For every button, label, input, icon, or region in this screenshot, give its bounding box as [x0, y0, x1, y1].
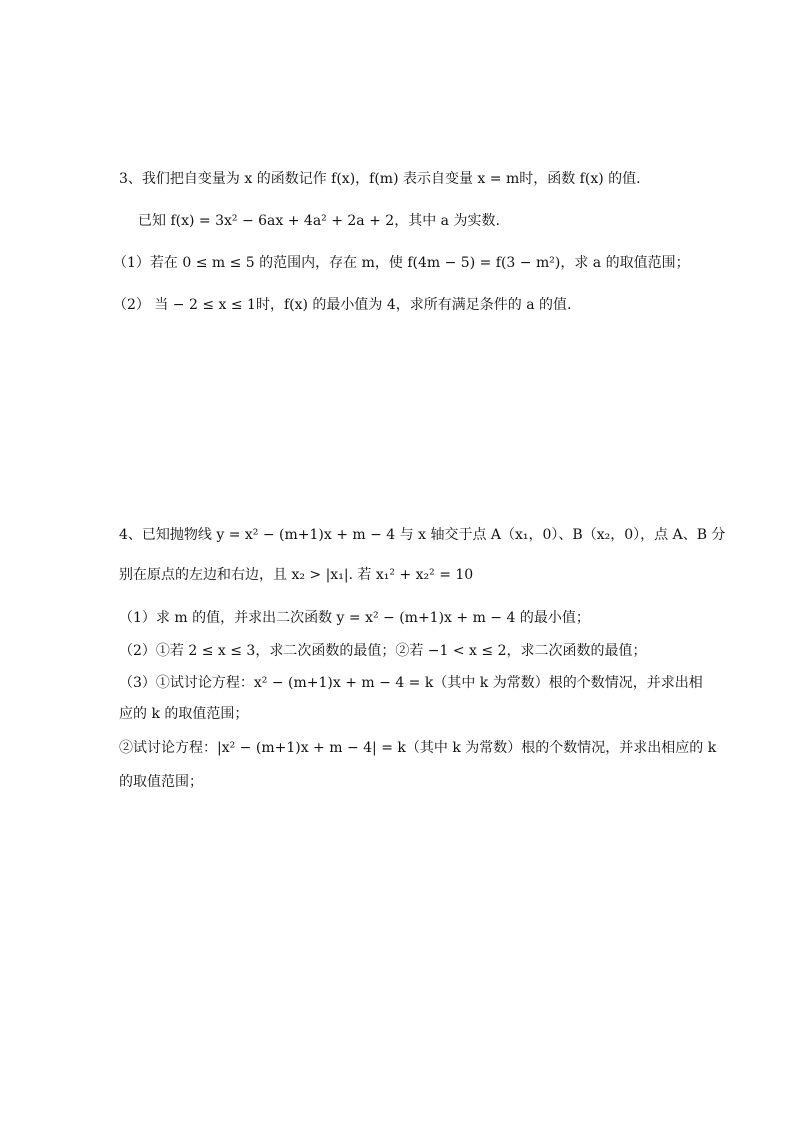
problem-4-part-3b-line-1: ②试讨论方程：|x² − (m+1)x + m − 4| = k（其中 k 为常数）根的个数情况，并求出相应的 k	[119, 740, 717, 756]
problem-4-part-3-line-2: 应的 k 的取值范围；	[119, 706, 249, 722]
problem-4-part-3-line-1: （3）①试讨论方程：x² − (m+1)x + m − 4 = k（其中 k 为常数）根的个数情况，并求出相	[119, 675, 703, 691]
problem-4-part-1: （1）求 m 的值，并求出二次函数 y = x² − (m+1)x + m − 4 的最小值；	[119, 610, 590, 626]
problem-3-part-1: （1）若在 0 ≤ m ≤ 5 的范围内，存在 m，使 f(4m − 5) = f(3 − m²)，求 a 的取值范围；	[113, 255, 690, 271]
problem-4-part-2: （2）①若 2 ≤ x ≤ 3，求二次函数的最值；②若 −1 < x ≤ 2，求二次函数的最值；	[119, 643, 647, 659]
problem-4-intro-line-2: 别在原点的左边和右边，且 x₂ > |x₁|. 若 x₁² + x₂² = 10	[119, 567, 474, 583]
problem-4-part-3b-line-2: 的取值范围；	[119, 774, 203, 790]
problem-4-intro-line-1: 4、已知抛物线 y = x² − (m+1)x + m − 4 与 x 轴交于点 A（x₁，0）、B（x₂，0），点 A、B 分	[119, 527, 726, 543]
problem-3-intro: 3、我们把自变量为 x 的函数记作 f(x)，f(m) 表示自变量 x = m时，函数 f(x) 的值.	[119, 171, 641, 187]
problem-3-part-2: （2） 当 − 2 ≤ x ≤ 1时，f(x) 的最小值为 4，求所有满足条件的 a 的值.	[113, 297, 572, 313]
problem-3-given-function: 已知 f(x) = 3x² − 6ax + 4a² + 2a + 2，其中 a 为实数.	[138, 213, 500, 229]
